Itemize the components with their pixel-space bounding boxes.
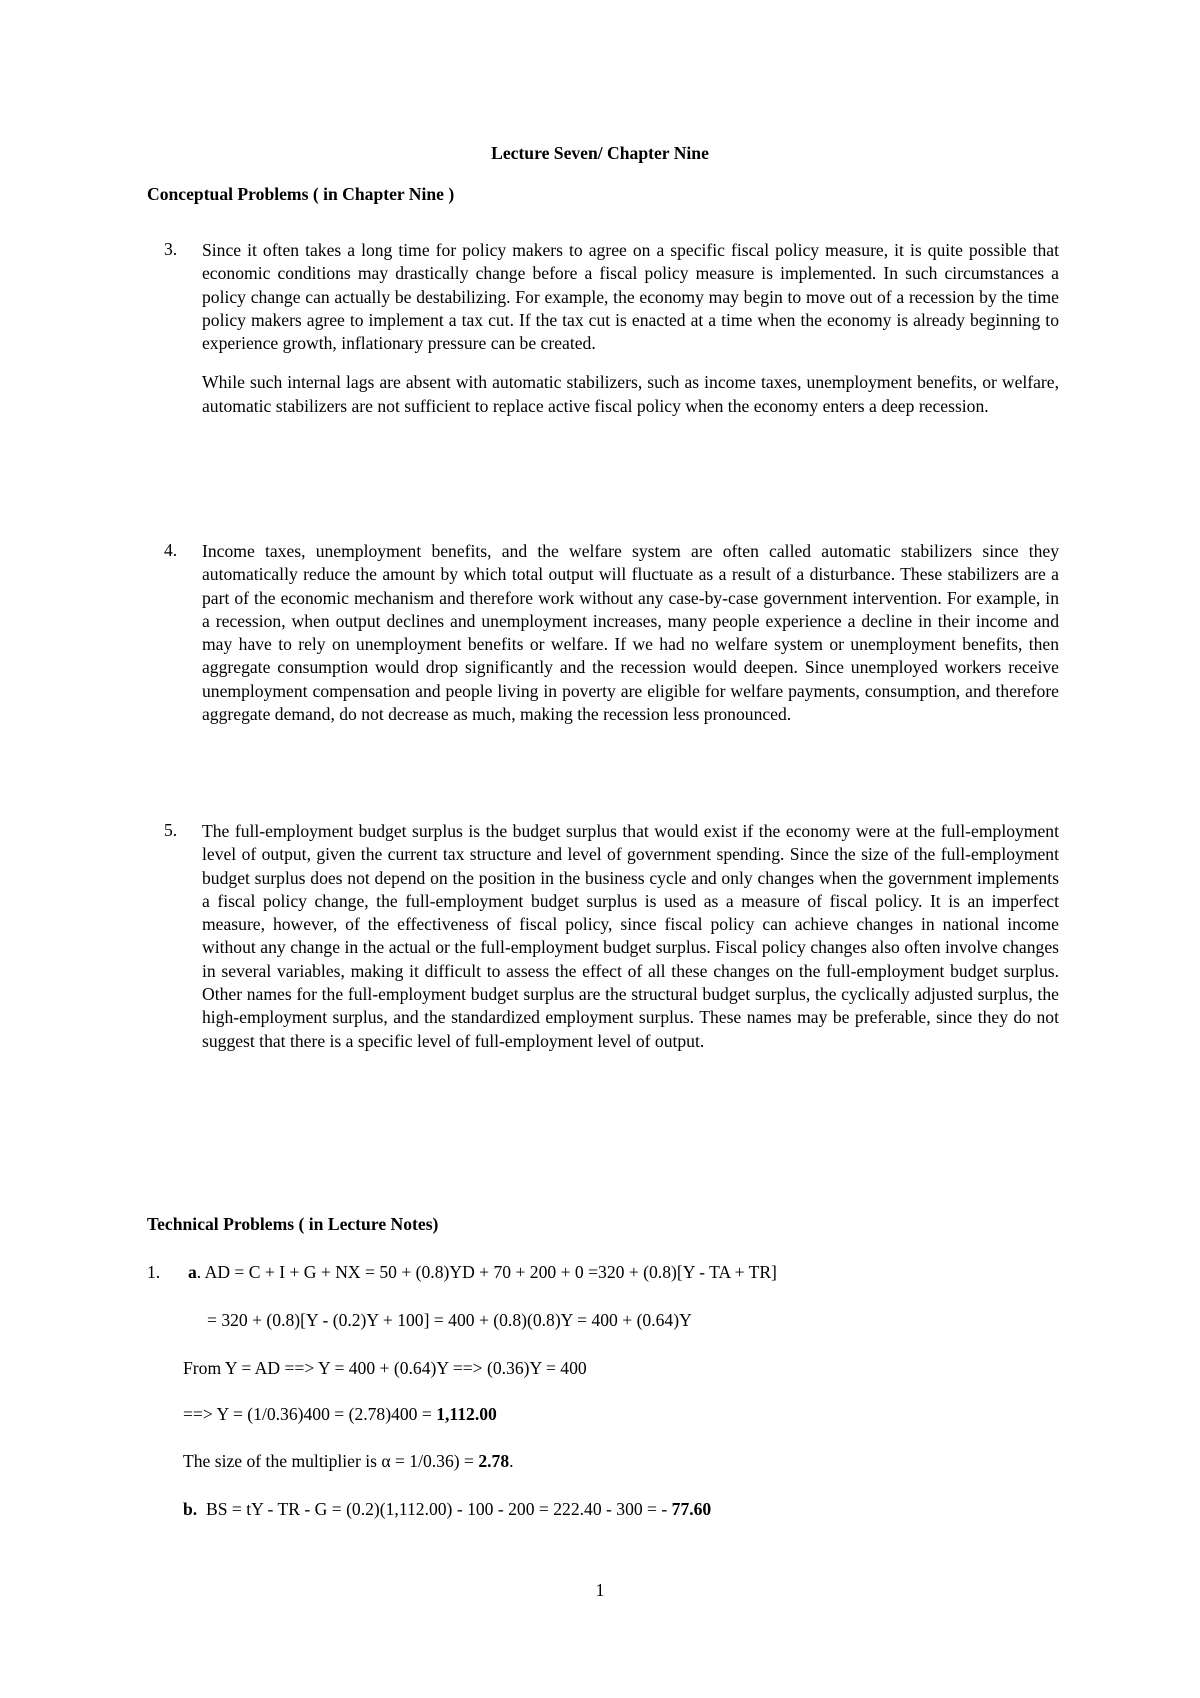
paragraph: The full-employment budget surplus is the budget surplus that would exist if the economy were at the full-employment level of output, given the current tax structure and level of government spending. Since the size of the full-employment budget surplus does not depend on the position in the business cycle and only changes when the government implements a fiscal policy change, the full-employment budget surplus is used as a measure of fiscal policy. It is an imperfect measure, however, of the effectiveness of fiscal policy, since fiscal policy can achieve changes in national income without any change in the actual or the full-employment budget surplus. Fiscal policy changes also often involve changes in several variables, making it difficult to assess the effect of all these changes on the full-employment budget surplus. Other names for the full-employment budget surplus are the structural budget surplus, the cyclically adjusted surplus, the high-employment surplus, and the standardized employment surplus. These names may be preferable, since they do not suggest that there is a specific level of full-employment level of output.: [202, 821, 1059, 1051]
equation-text: .: [509, 1451, 514, 1471]
equation-b-line: [183, 1499, 711, 1520]
conceptual-heading: Conceptual Problems ( in Chapter Nine ): [147, 184, 455, 204]
problem-item-5: [147, 820, 1059, 1053]
problem-item-4: [147, 540, 1059, 726]
equation-a-line-1: [188, 1262, 777, 1283]
equation-text: BS = tY - TR - G = (0.2)(1,112.00) - 100 - 200 = 222.40 - 300 = -: [205, 1499, 672, 1519]
page-title: Lecture Seven/ Chapter Nine: [491, 143, 709, 163]
equation-a-line-4: [183, 1404, 497, 1425]
equation-a-line-2: = 320 + (0.8)[Y - (0.2)Y + 100] = 400 + (0.8)(0.8)Y = 400 + (0.64)Y: [207, 1310, 692, 1330]
technical-number: 1.: [147, 1262, 161, 1282]
equation-a-line-3: From Y = AD ==> Y = 400 + (0.64)Y ==> (0.36)Y = 400: [183, 1358, 587, 1378]
equation-text: ==> Y = (1/0.36)400 = (2.78)400 =: [183, 1404, 437, 1424]
page-number: 1: [595, 1580, 605, 1600]
item-number: 3.: [164, 239, 178, 259]
paragraph: Income taxes, unemployment benefits, and the welfare system are often called automatic stabilizers since they automatically reduce the amount by which total output will fluctuate as a result of a disturbance. These stabilizers are a part of the economic mechanism and therefore work without any case-by-case government intervention. For example, in a recession, when output declines and unemployment increases, many people experience a decline in their income and may have to rely on unemployment benefits or welfare. If we had no welfare system or unemployment benefits, then aggregate consumption would drop significantly and the recession would deepen. Since unemployed workers receive unemployment compensation and people living in poverty are eligible for welfare payments, consumption, and therefore aggregate demand, do not decrease as much, making the recession less pronounced.: [202, 541, 1059, 725]
problem-item-3: [147, 239, 1059, 418]
part-b-label: b.: [183, 1499, 198, 1519]
equation-text: The size of the multiplier is α = 1/0.36) =: [183, 1451, 479, 1471]
item-number: 5.: [164, 820, 178, 840]
part-a-label: a: [188, 1262, 197, 1282]
multiplier-value: 2.78: [478, 1451, 510, 1471]
result-value: 77.60: [671, 1499, 712, 1519]
item-number: 4.: [164, 540, 178, 560]
technical-heading: Technical Problems ( in Lecture Notes): [147, 1214, 439, 1234]
equation-a-line-5: [183, 1451, 514, 1472]
result-value: 1,112.00: [436, 1404, 497, 1424]
paragraph: Since it often takes a long time for policy makers to agree on a specific fiscal policy measure, it is quite possible that economic conditions may drastically change before a fiscal policy measure is implemented. In such circumstances a policy change can actually be destabilizing. For example, the economy may begin to move out of a recession by the time policy makers agree to implement a tax cut. If the tax cut is enacted at a time when the economy is already beginning to experience growth, inflationary pressure can be created.: [202, 240, 1059, 354]
paragraph: While such internal lags are absent with automatic stabilizers, such as income taxes, unemployment benefits, or welfare, automatic stabilizers are not sufficient to replace active fiscal policy when the economy enters a deep recession.: [202, 372, 1059, 416]
equation-text: . AD = C + I + G + NX = 50 + (0.8)YD + 70 + 200 + 0 =320 + (0.8)[Y - TA + TR]: [196, 1262, 777, 1282]
